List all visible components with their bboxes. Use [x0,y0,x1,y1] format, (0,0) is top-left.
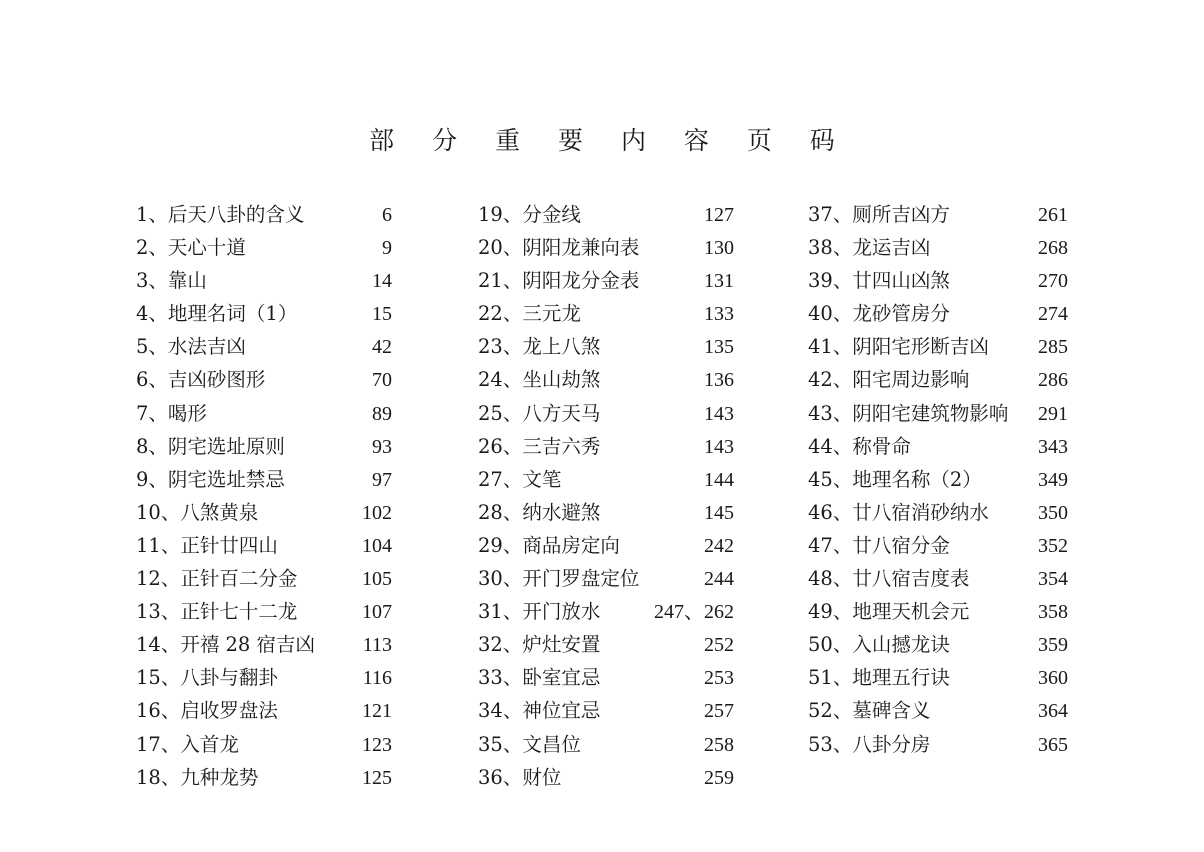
toc-entry-label: 23、龙上八煞 [478,335,601,359]
toc-entry [478,231,734,264]
toc-entry [808,430,1068,463]
toc-entry [808,496,1068,529]
toc-entry-label: 50、入山撼龙诀 [808,633,950,657]
toc-entry [136,761,392,794]
toc-entry-page-number: 352 [1038,534,1068,557]
toc-entry [478,297,734,330]
toc-entry [136,198,392,231]
toc-entry-page-number: 144 [704,468,734,491]
toc-entry [808,529,1068,562]
toc-entry-page-number: 93 [372,435,392,458]
toc-entry [808,231,1068,264]
toc-entry-page-number: 97 [372,468,392,491]
toc-entry [808,661,1068,694]
toc-entry-label: 16、启收罗盘法 [136,699,278,723]
toc-entry-label: 24、坐山劫煞 [478,368,601,392]
toc-entry [136,363,392,396]
toc-entry-page-number: 125 [362,766,392,789]
toc-entry-page-number: 89 [372,402,392,425]
toc-entry-label: 15、八卦与翻卦 [136,666,278,690]
toc-entry-label: 25、八方天马 [478,401,601,425]
toc-entry-page-number: 70 [372,369,392,392]
toc-entry-page-number: 359 [1038,634,1068,657]
toc-entry-label: 37、厕所吉凶方 [808,203,950,226]
toc-entry-label: 28、纳水避煞 [478,500,601,524]
toc-entry [808,297,1068,330]
toc-entry-page-number: 105 [362,568,392,591]
toc-entry [478,529,734,562]
toc-entry-page-number: 14 [372,270,392,293]
toc-entry [478,397,734,430]
toc-entry [478,761,734,794]
toc-entry-label: 38、龙运吉凶 [808,236,931,260]
toc-entry-label: 36、财位 [478,765,562,789]
toc-entry-page-number: 364 [1038,700,1068,723]
toc-entry [478,264,734,297]
toc-entry-page-number: 258 [704,733,734,756]
toc-entry [136,430,392,463]
toc-entry [136,595,392,628]
toc-entry [136,496,392,529]
toc-entry-page-number: 343 [1038,435,1068,458]
toc-entry-page-number: 358 [1038,601,1068,624]
toc-entry-page-number: 261 [1038,204,1068,226]
toc-entry-label: 3、靠山 [136,269,207,293]
toc-entry [478,363,734,396]
toc-entry-label: 53、八卦分房 [808,732,931,756]
toc-entry [478,430,734,463]
toc-entry-label: 42、阳宅周边影响 [808,368,970,392]
toc-entry-page-number: 123 [362,733,392,756]
toc-entry-page-number: 252 [704,634,734,657]
toc-entry [136,728,392,761]
toc-entry-page-number: 116 [362,667,392,690]
toc-entry-label: 41、阴阳宅形断吉凶 [808,335,989,359]
toc-entry [136,330,392,363]
toc-entry-label: 43、阴阳宅建筑物影响 [808,401,1009,425]
toc-entry-label: 49、地理天机会元 [808,600,970,624]
toc-entry-page-number: 242 [704,534,734,557]
toc-entry [808,330,1068,363]
toc-entry-label: 19、分金线 [478,203,581,226]
toc-entry [136,661,392,694]
toc-entry [808,562,1068,595]
toc-entry-page-number: 259 [704,766,734,789]
toc-entry-page-number: 274 [1038,303,1068,326]
toc-entry-label: 14、开禧 28 宿吉凶 [136,633,316,657]
toc-entry-page-number: 285 [1038,336,1068,359]
toc-entry [478,562,734,595]
toc-entry-label: 18、九种龙势 [136,765,259,789]
toc-entry-page-number: 107 [362,601,392,624]
toc-entry-label: 17、入首龙 [136,732,239,756]
toc-entry [478,496,734,529]
toc-entry [136,529,392,562]
toc-entry-label: 46、廿八宿消砂纳水 [808,500,989,524]
toc-entry-label: 30、开门罗盘定位 [478,567,640,591]
toc-entry-page-number: 143 [704,435,734,458]
toc-entry-label: 52、墓碑含义 [808,699,931,723]
toc-entry-page-number: 270 [1038,270,1068,293]
toc-entry [808,595,1068,628]
toc-entry-page-number: 143 [704,402,734,425]
toc-entry-page-number: 127 [704,204,734,226]
toc-entry-label: 20、阴阳龙兼向表 [478,236,640,260]
toc-entry-page-number: 121 [362,700,392,723]
toc-entry-label: 31、开门放水 [478,600,601,624]
toc-entry-page-number: 136 [704,369,734,392]
toc-entry-label: 4、地理名词（1） [136,302,298,326]
toc-entry-page-number: 253 [704,667,734,690]
toc-entry [478,595,734,628]
toc-entry-label: 10、八煞黄泉 [136,500,259,524]
toc-entry [808,694,1068,727]
toc-entry-label: 34、神位宜忌 [478,699,601,723]
toc-entry [136,397,392,430]
toc-entry-page-number: 268 [1038,237,1068,260]
toc-entry-page-number: 130 [704,237,734,260]
toc-entry-label: 8、阴宅选址原则 [136,434,285,458]
toc-entry-page-number: 113 [362,634,392,657]
toc-entry [136,463,392,496]
toc-entry-label: 9、阴宅选址禁忌 [136,467,285,491]
toc-column-2 [478,198,734,794]
toc-entry-page-number: 257 [704,700,734,723]
toc-entry [808,628,1068,661]
toc-entry [808,728,1068,761]
toc-entry-label: 48、廿八宿吉度表 [808,567,970,591]
toc-entry-label: 22、三元龙 [478,302,581,326]
toc-entry-label: 7、喝形 [136,401,207,425]
toc-entry-label: 45、地理名称（2） [808,467,982,491]
toc-entry-label: 21、阴阳龙分金表 [478,269,640,293]
toc-entry-page-number: 354 [1038,568,1068,591]
toc-entry-label: 51、地理五行诀 [808,666,950,690]
toc-entry [136,297,392,330]
toc-entry-label: 1、后天八卦的含义 [136,203,305,226]
toc-entry-page-number: 135 [704,336,734,359]
toc-entry [478,463,734,496]
toc-entry [478,694,734,727]
toc-entry-page-number: 104 [362,534,392,557]
toc-entry [136,231,392,264]
toc-entry-page-number: 350 [1038,501,1068,524]
page-title: 部 分 重 要 内 容 页 码 [369,126,850,155]
toc-entry-page-number: 9 [382,237,392,260]
toc-entry-page-number: 133 [704,303,734,326]
toc-entry [136,694,392,727]
toc-entry-label: 32、炉灶安置 [478,633,601,657]
toc-entry-label: 47、廿八宿分金 [808,533,950,557]
toc-entry-page-number: 291 [1038,402,1068,425]
toc-entry-page-number: 349 [1038,468,1068,491]
toc-entry-page-number: 42 [372,336,392,359]
toc-entry-label: 2、天心十道 [136,236,246,260]
toc-entry-label: 13、正针七十二龙 [136,600,298,624]
toc-column-3 [808,198,1068,761]
toc-entry [808,264,1068,297]
toc-entry-label: 35、文昌位 [478,732,581,756]
toc-entry-label: 11、正针廿四山 [136,533,278,557]
toc-entry [478,628,734,661]
toc-entry-page-number: 360 [1038,667,1068,690]
toc-entry-page-number: 131 [704,270,734,293]
toc-entry [808,198,1068,231]
toc-entry-label: 6、吉凶砂图形 [136,368,266,392]
toc-entry-page-number: 247、262 [654,601,734,624]
toc-entry-page-number: 102 [362,501,392,524]
toc-entry-label: 12、正针百二分金 [136,567,298,591]
toc-entry [808,363,1068,396]
toc-entry-page-number: 6 [382,204,392,226]
toc-entry [808,397,1068,430]
toc-entry [478,728,734,761]
toc-entry [478,198,734,231]
toc-column-1 [136,198,392,794]
toc-entry [478,661,734,694]
toc-entry [478,330,734,363]
toc-entry-page-number: 286 [1038,369,1068,392]
toc-entry-label: 5、水法吉凶 [136,335,246,359]
toc-entry-label: 33、卧室宜忌 [478,666,601,690]
toc-entry [136,628,392,661]
toc-entry [808,463,1068,496]
toc-entry-label: 29、商品房定向 [478,533,620,557]
toc-entry [136,264,392,297]
toc-entry-label: 39、廿四山凶煞 [808,269,950,293]
toc-entry-page-number: 15 [372,303,392,326]
toc-entry-page-number: 365 [1038,733,1068,756]
toc-entry [136,562,392,595]
toc-entry-page-number: 145 [704,501,734,524]
toc-entry-label: 44、称骨命 [808,434,911,458]
toc-entry-label: 27、文笔 [478,467,562,491]
toc-entry-page-number: 244 [704,568,734,591]
toc-entry-label: 26、三吉六秀 [478,434,601,458]
toc-entry-label: 40、龙砂管房分 [808,302,950,326]
